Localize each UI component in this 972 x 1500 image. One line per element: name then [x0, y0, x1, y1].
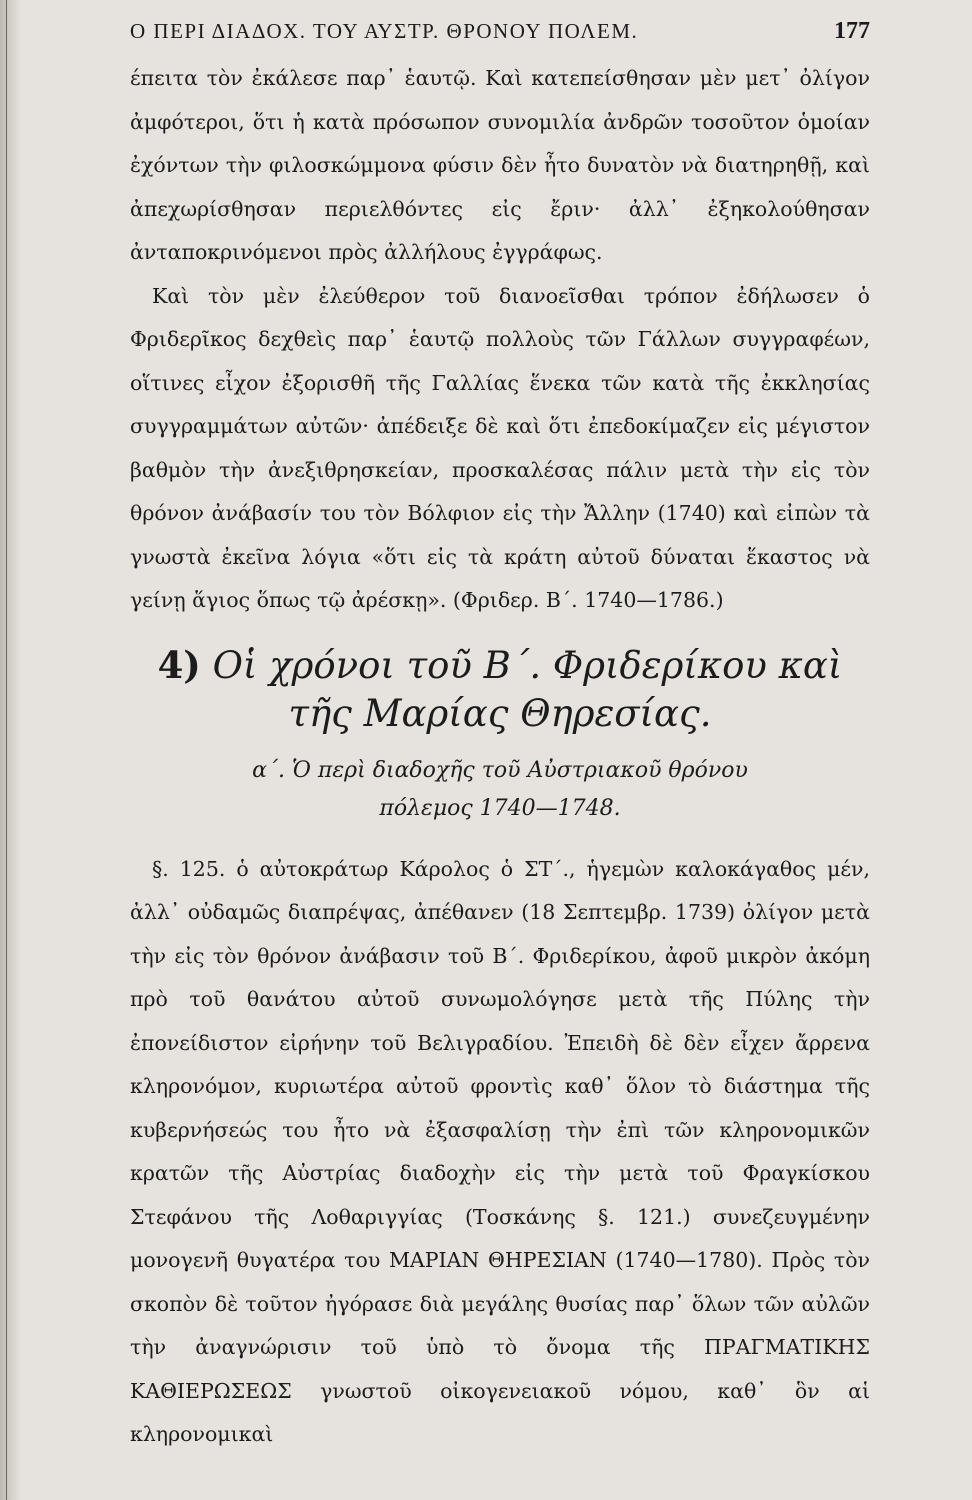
- paragraph-3: §. 125. ὁ αὐτοκράτωρ Κάρολος ὁ ΣΤ΄., ἡγεμὼν καλοκάγαθος μέν, ἀλλ᾽ οὐδαμῶς διαπρέψας, ἀπέθανεν (18 Σεπτεμβρ. 1739) ὀλίγον μετὰ τὴν εἰς τὸν θρόνον ἀνάβασιν τοῦ Β΄. Φριδερίκου, ἀφοῦ μικρὸν ἀκόμη πρὸ τοῦ θανάτου αὐτοῦ συνωμολόγησε μετὰ τῆς Πύλης τὴν ἐπονείδιστον εἰρήνην τοῦ Βελιγραδίου. Ἐπειδὴ δὲ δὲν εἶχεν ἄρρενα κληρονόμον, κυριωτέρα αὐτοῦ φροντὶς καθ᾽ ὅλον τὸ διάστημα τῆς κυβερνήσεώς του ἦτο νὰ ἐξασφαλίσῃ τὴν ἐπὶ τῶν κληρονομικῶν κρατῶν τῆς Αὐστρίας διαδοχὴν εἰς τὴν μετὰ τοῦ Φραγκίσκου Στεφάνου τῆς Λοθαριγγίας (Τοσκάνης §. 121.) συνεζευγμένην μονογενῆ θυγατέρα του ΜΑΡΙΑΝ ΘΗΡΕΣΙΑΝ (1740—1780). Πρὸς τὸν σκοπὸν δὲ τοῦτον ἠγόρασε διὰ μεγάλης θυσίας παρ᾽ ὅλων τῶν αὐλῶν τὴν ἀναγνώρισιν τοῦ ὑπὸ τὸ ὄνομα τῆς ΠΡΑΓΜΑΤΙΚΗΣ ΚΑΘΙΕΡΩΣΕΩΣ γνωστοῦ οἰκογενειακοῦ νόμου, καθ᾽ ὃν αἱ κληρονομικαὶ: [130, 856, 870, 1446]
- subsection-heading: [130, 752, 870, 828]
- subsection-title-line-2: πόλεμος 1740—1748.: [379, 795, 621, 821]
- section-number: 4): [157, 642, 201, 687]
- page-number: 177: [834, 18, 870, 44]
- page-binding-edge: [0, 0, 22, 1500]
- paragraph-2: Καὶ τὸν μὲν ἐλεύθερον τοῦ διανοεῖσθαι τρόπον ἐδήλωσεν ὁ Φριδερῖκος δεχθεὶς παρ᾽ ἑαυτῷ πολλοὺς τῶν Γάλλων συγγραφέων, οἵτινες εἶχον ἐξορισθῆ τῆς Γαλλίας ἕνεκα τῶν κατὰ τῆς ἐκκλησίας συγγραμμάτων αὐτῶν· ἀπέδειξε δὲ καὶ ὅτι ἐπεδοκίμαζεν εἰς μέγιστον βαθμὸν τὴν ἀνεξιθρησκείαν, προσκαλέσας πάλιν μετὰ τὴν εἰς τὸν θρόνον ἀνάβασίν του τὸν Βόλφιον εἰς τὴν Ἄλλην (1740) καὶ εἰπὼν τὰ γνωστὰ ἐκεῖνα λόγια «ὅτι εἰς τὰ κράτη αὐτοῦ δύναται ἕκαστος νὰ γείνῃ ἅγιος ὅπως τῷ ἀρέσκῃ». (Φριδερ. Β΄. 1740—1786.): [130, 283, 870, 612]
- section-title-line-1: Οἱ χρόνοι τοῦ Β΄. Φριδερίκου καὶ: [212, 643, 843, 687]
- running-title: Ο ΠΕΡΙ ΔΙΑΔΟΧ. ΤΟΥ ΑΥΣΤΡ. ΘΡΟΝΟΥ ΠΟΛΕΜ.: [130, 19, 639, 43]
- section-title-line-2: τῆς Μαρίας Θηρεσίας.: [288, 691, 712, 735]
- paragraph-1: έπειτα τὸν ἐκάλεσε παρ᾽ ἑαυτῷ. Καὶ κατεπείσθησαν μὲν μετ᾽ ὀλίγον ἀμφότεροι, ὅτι ἡ κατὰ πρόσωπον συνομιλία ἀνδρῶν τοσοῦτον ὁμοίαν ἐχόντων τὴν φιλοσκώμμονα φύσιν δὲν ἦτο δυνατὸν νὰ διατηρηθῇ, καὶ ἀπεχωρίσθησαν περιελθόντες εἰς ἔριν· ἀλλ᾽ ἐξηκολούθησαν ἀνταποκρινόμενοι πρὸς ἀλλήλους ἐγγράφως.: [130, 66, 870, 264]
- section-heading: [130, 641, 870, 738]
- subsection-title-line-1: α΄. Ὁ περὶ διαδοχῆς τοῦ Αὐστριακοῦ θρόνου: [252, 757, 748, 783]
- section-heading-line-1: [130, 641, 870, 690]
- book-page: [130, 18, 870, 1478]
- body-text: [130, 57, 870, 1457]
- running-header: [130, 18, 870, 45]
